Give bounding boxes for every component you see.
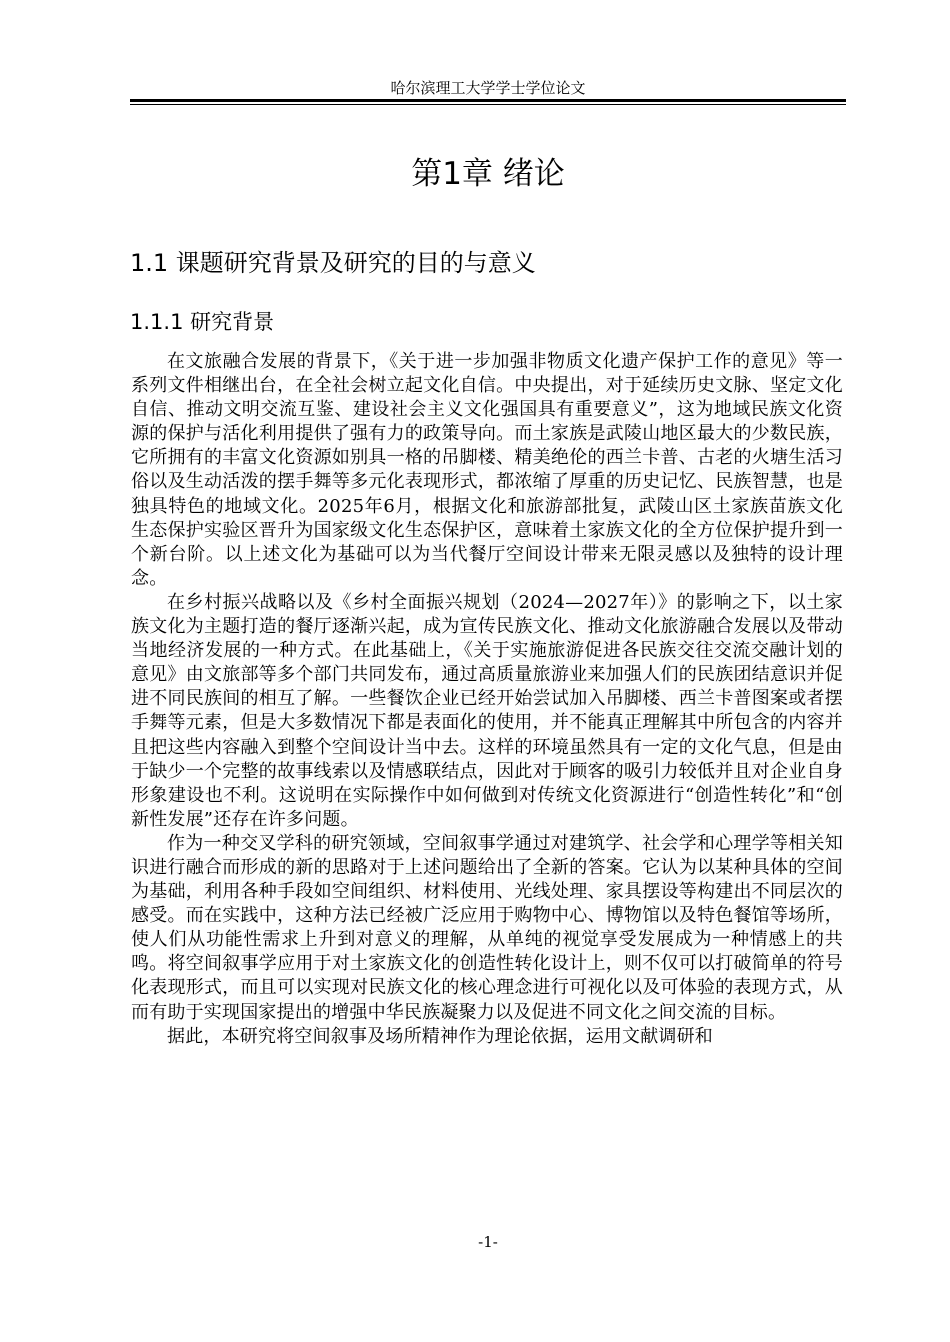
- running-header: 哈尔滨理工大学学士学位论文: [390, 79, 586, 97]
- paragraph: 在乡村振兴战略以及《乡村全面振兴规划（2024—2027年）》的影响之下，以土家族文化为主题打造的餐厅逐渐兴起，成为宣传民族文化、推动文化旅游融合发展以及带动当地经济发展的一种方式。在此基础上，《关于实施旅游促进各民族交往交流交融计划的意见》由文旅部等多个部门共同发布，通过高质量旅游业来加强人们的民族团结意识并促进不同民族间的相互了解。一些餐饮企业已经开始尝试加入吊脚楼、西兰卡普图案或者摆手舞等元素，但是大多数情况下都是表面化的使用，并不能真正理解其中所包含的内容并且把这些内容融入到整个空间设计当中去。这样的环境虽然具有一定的文化气息，但是由于缺少一个完整的故事线索以及情感联结点，因此对于顾客的吸引力较低并且对企业自身形象建设也不利。这说明在实际操作中如何做到对传统文化资源进行“创造性转化”和“创新性发展”还存在许多问题。: [131, 591, 843, 830]
- section-heading: 1.1 课题研究背景及研究的目的与意义: [130, 249, 536, 277]
- body-text: [131, 350, 843, 1049]
- header-rule-thin: [130, 104, 846, 105]
- paragraph: 作为一种交叉学科的研究领域，空间叙事学通过对建筑学、社会学和心理学等相关知识进行融合而形成的新的思路对于上述问题给出了全新的答案。它认为以某种具体的空间为基础，利用各种手段如空间组织、材料使用、光线处理、家具摆设等构建出不同层次的感受。而在实践中，这种方法已经被广泛应用于购物中心、博物馆以及特色餐馆等场所，使人们从功能性需求上升到对意义的理解，从单纯的视觉享受发展成为一种情感上的共鸣。将空间叙事学应用于对土家族文化的创造性转化设计上，则不仅可以打破简单的符号化表现形式，而且可以实现对民族文化的核心理念进行可视化以及可体验的表现方式，从而有助于实现国家提出的增强中华民族凝聚力以及促进不同文化之间交流的目标。: [131, 832, 843, 1023]
- paragraph: 据此，本研究将空间叙事及场所精神作为理论依据，运用文献调研和: [167, 1025, 713, 1047]
- chapter-title: 第1章 绪论: [411, 156, 565, 192]
- page-number: -1-: [478, 1233, 498, 1251]
- header-rule-thick: [130, 99, 846, 102]
- subsection-heading: 1.1.1 研究背景: [130, 310, 275, 334]
- paragraph: 在文旅融合发展的背景下，《关于进一步加强非物质文化遗产保护工作的意见》等一系列文件相继出台，在全社会树立起文化自信。中央提出，对于延续历史文脉、坚定文化自信、推动文明交流互鉴、建设社会主义文化强国具有重要意义”，这为地域民族文化资源的保护与活化利用提供了强有力的政策导向。而土家族是武陵山地区最大的少数民族，它所拥有的丰富文化资源如别具一格的吊脚楼、精美绝伦的西兰卡普、古老的火塘生活习俗以及生动活泼的摆手舞等多元化表现形式，都浓缩了厚重的历史记忆、民族智慧，也是独具特色的地域文化。2025年6月，根据文化和旅游部批复，武陵山区土家族苗族文化生态保护实验区晋升为国家级文化生态保护区，意味着土家族文化的全方位保护提升到一个新台阶。以上述文化为基础可以为当代餐厅空间设计带来无限灵感以及独特的设计理念。: [131, 351, 843, 589]
